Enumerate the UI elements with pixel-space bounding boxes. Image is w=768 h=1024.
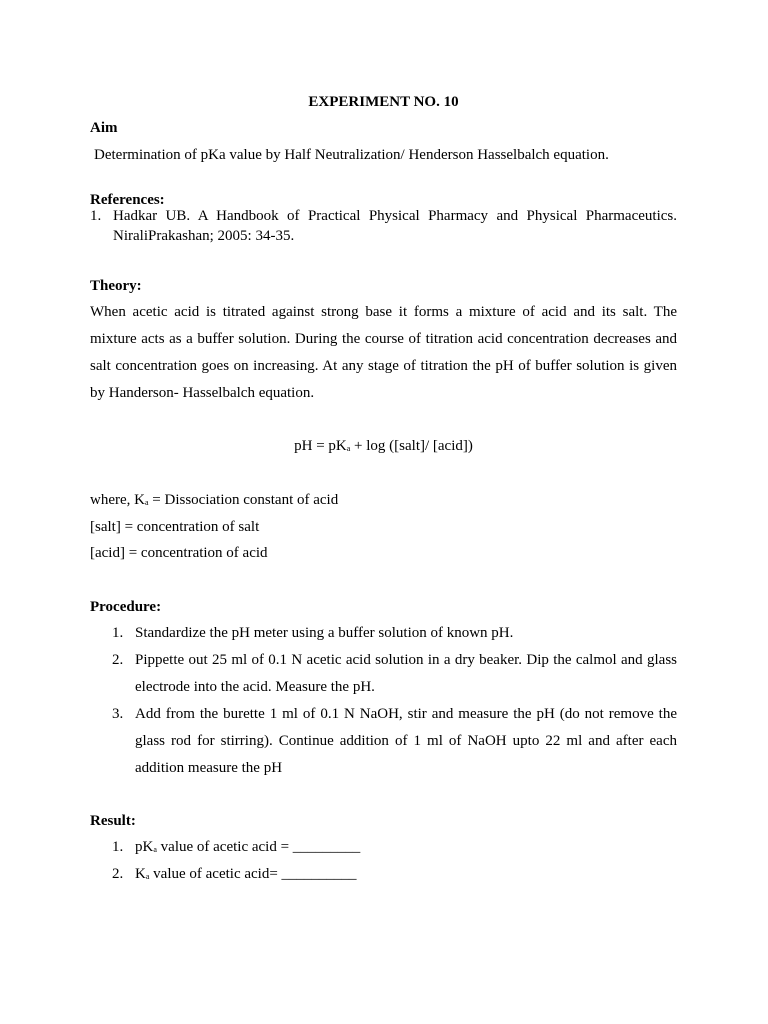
result-pka-prefix: pK — [135, 839, 154, 855]
procedure-step-number: 1. — [112, 625, 124, 641]
result-item-1-text — [135, 834, 677, 861]
result-item-number: 2. — [112, 866, 124, 882]
procedure-step-3-line-3: addition measure the pH — [135, 760, 283, 776]
equation-right: + log ([salt]/ [acid]) — [350, 438, 473, 454]
experiment-title: EXPERIMENT NO. 10 — [308, 94, 459, 110]
acid-definition: [acid] = concentration of acid — [90, 545, 268, 561]
result-heading: Result: — [90, 813, 136, 829]
procedure-step-1-line-1: Standardize the pH meter using a buffer solution of known pH. — [135, 625, 514, 641]
result-ka-prefix: K — [135, 866, 146, 882]
result-ka-subscript: a — [145, 872, 150, 881]
result-item-2-text — [135, 861, 677, 888]
procedure-step-2-line-1: Pippette out 25 ml of 0.1 N acetic acid solution in a dry beaker. Dip the calmol and glass — [135, 652, 677, 668]
procedure-heading: Procedure: — [90, 599, 162, 615]
reference-line-2: NiraliPrakashan; 2005: 34-35. — [113, 228, 295, 244]
result-pka-suffix: value of acetic acid = _________ — [156, 839, 361, 855]
equation-left: pH = pK — [294, 438, 347, 454]
theory-line-1: When acetic acid is titrated against strong base it forms a mixture of acid and its salt. The — [90, 304, 677, 320]
result-item-number: 1. — [112, 839, 124, 855]
where-suffix: = Dissociation constant of acid — [148, 492, 339, 508]
equation-subscript: a — [346, 444, 351, 453]
procedure-step-number: 2. — [112, 652, 124, 668]
procedure-step-3-line-2: glass rod for stirring). Continue addition of 1 ml of NaOH upto 22 ml and after each — [135, 733, 677, 749]
theory-line-4: by Handerson- Hasselbalch equation. — [90, 385, 315, 401]
theory-line-3: salt concentration goes on increasing. At any stage of titration the pH of buffer solution is given — [90, 358, 677, 374]
where-prefix: where, K — [90, 492, 145, 508]
theory-heading: Theory: — [90, 278, 142, 294]
result-pka-subscript: a — [153, 845, 157, 854]
result-ka-suffix: value of acetic acid= __________ — [149, 866, 357, 882]
procedure-step-number: 3. — [112, 706, 124, 722]
references-heading: References: — [90, 192, 165, 208]
theory-line-2: mixture acts as a buffer solution. During the course of titration acid concentration decreases and — [90, 331, 677, 347]
reference-line-1: Hadkar UB. A Handbook of Practical Physical Pharmacy and Physical Pharmaceutics. — [113, 208, 677, 224]
where-ka-definition — [90, 490, 677, 510]
salt-definition: [salt] = concentration of salt — [90, 519, 260, 535]
procedure-step-3-line-1: Add from the burette 1 ml of 0.1 N NaOH, stir and measure the pH (do not remove the — [135, 706, 677, 722]
henderson-equation — [90, 436, 677, 456]
where-subscript: a — [144, 498, 149, 507]
procedure-step-2-line-2: electrode into the acid. Measure the pH. — [135, 679, 375, 695]
aim-heading: Aim — [90, 120, 118, 136]
aim-text: Determination of pKa value by Half Neutralization/ Henderson Hasselbalch equation. — [94, 147, 609, 163]
reference-number: 1. — [90, 208, 102, 224]
